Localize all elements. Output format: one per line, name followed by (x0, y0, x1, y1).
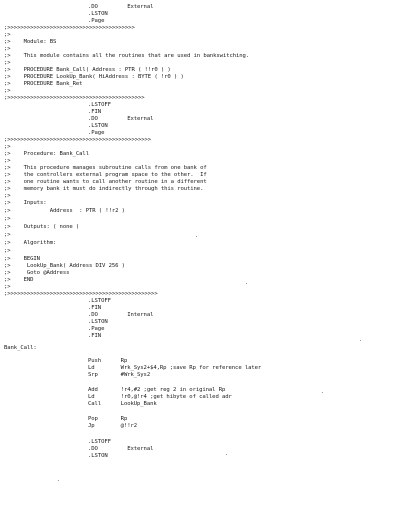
listing-line: .LSTON (88, 319, 108, 325)
listing-line: .LSTOFF (88, 102, 111, 108)
listing-line: Jp @!!r2 (88, 423, 138, 429)
listing-line: ;> Algorithm: (4, 240, 57, 246)
listing-line: Call LookUp_Bank (88, 401, 157, 407)
listing-line: .LSTOFF (88, 298, 111, 304)
listing-line: ;> This module contains all the routines that are used in bankswitching. (4, 53, 250, 59)
listing-line: .DO External (88, 446, 154, 452)
listing-line: ;> memory bank it must do indirectly through this routine. (4, 186, 204, 192)
scan-speck (360, 340, 361, 341)
listing-line: Bank_Call: (4, 345, 37, 351)
listing-line: ;> (4, 60, 11, 66)
listing-line: ;> (4, 232, 11, 238)
listing-line: ;> one routine wants to call another routine in a different (4, 179, 207, 185)
listing-line: ;>>>>>>>>>>>>>>>>>>>>>>>>>>>>>>>>>>>>>>>>>>>>>> (4, 291, 158, 297)
listing-line: ;> Outputs: ( none ) (4, 224, 80, 230)
listing-line: .FIN (88, 109, 102, 115)
listing-line: ;> (4, 46, 11, 52)
scan-speck (226, 454, 227, 455)
listing-line: Ld !r0,@!r4 ;get hibyte of called adr (88, 394, 232, 400)
listing-line: ;>>>>>>>>>>>>>>>>>>>>>>>>>>>>>>>>>>>>>>>>>>>> (4, 137, 152, 143)
listing-line: ;>>>>>>>>>>>>>>>>>>>>>>>>>>>>>>>>>>>>>>>>>> (4, 95, 145, 101)
listing-line: ;> Procedure: Bank_Call (4, 151, 89, 157)
listing-line: .Page (88, 326, 105, 332)
listing-line: ;> BEGIN (4, 256, 40, 262)
listing-line: ;> Module: BS (4, 39, 57, 45)
listing-line: ;> PROCEDURE Bank_Ret (4, 81, 83, 87)
scan-speck (246, 283, 247, 284)
listing-line: .FIN (88, 305, 102, 311)
listing-line: ;> Goto @Address (4, 270, 70, 276)
listing-line: .DO External (88, 4, 154, 10)
listing-line: ;> (4, 158, 11, 164)
listing-line: .LSTON (88, 123, 108, 129)
listing-line: ;> END (4, 277, 34, 283)
listing-line: ;> Inputs: (4, 200, 47, 206)
listing-line: .Page (88, 18, 105, 24)
listing-line: ;> (4, 193, 11, 199)
scan-speck (322, 392, 323, 393)
listing-line: ;> Address : PTR ( !!r2 ) (4, 208, 125, 214)
listing-line: ;> PROCEDURE Bank_Call( Address : PTR ( !!r0 ) ) (4, 67, 171, 73)
listing-line: ;> the controllers external program space to the other. If (4, 172, 207, 178)
listing-line: .LSTON (88, 453, 108, 459)
listing-line: ;> PROCEDURE LookUp_Bank( HiAddress : BYTE ( !r0 ) ) (4, 74, 184, 80)
listing-line: Srp #Wrk_Sys2 (88, 372, 151, 378)
listing-line: ;> (4, 284, 11, 290)
listing-line: .FIN (88, 333, 102, 339)
listing-line: .LSTON (88, 11, 108, 17)
listing-line: Pop Rp (88, 416, 128, 422)
listing-line: ;> (4, 248, 11, 254)
listing-line: ;> (4, 216, 11, 222)
listing-line: ;> (4, 88, 11, 94)
listing-line: ;> This procedure manages subroutine calls from one bank of (4, 165, 207, 171)
scan-speck (196, 236, 197, 237)
listing-line: Add !r4,#2 ;get reg 2 in original Rp (88, 387, 226, 393)
scan-speck (58, 480, 59, 481)
listing-line: .Page (88, 130, 105, 136)
listing-line: ;> (4, 144, 11, 150)
listing-line: ;>>>>>>>>>>>>>>>>>>>>>>>>>>>>>>>>>>>>>>> (4, 25, 135, 31)
listing-line: .LSTOFF (88, 439, 111, 445)
listing-line: .DO External (88, 116, 154, 122)
listing-line: ;> (4, 32, 11, 38)
listing-line: Ld Wrk_Sys2+$4,Rp ;save Rp for reference later (88, 365, 262, 371)
listing-line: ;> LookUp_Bank( Address DIV 256 ) (4, 263, 125, 269)
listing-line: .DO Internal (88, 312, 154, 318)
listing-line: Push Rp (88, 358, 128, 364)
